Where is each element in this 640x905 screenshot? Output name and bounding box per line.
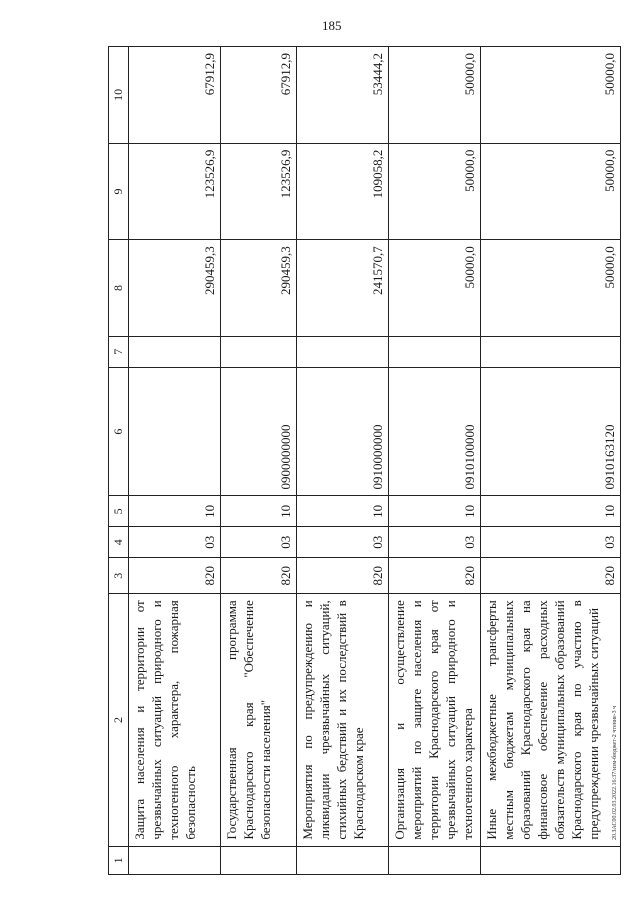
table-cell: 03 — [481, 527, 621, 558]
table-cell: Иные межбюджетные трансферты местным бюджетам муниципальных образований Краснодарского края на финансовое обеспечение расходных обязательств муниципальных образований Краснодарского края по участию в предупреждении чрезвычайных ситуаций — [481, 594, 621, 846]
table-row — [129, 47, 221, 875]
table-cell: 0910100000 — [389, 367, 481, 496]
table-cell: 53444,2 — [297, 47, 389, 144]
table-cell: 50000,0 — [389, 143, 481, 240]
table-cell: 0910000000 — [297, 367, 389, 496]
table-cell: 290459,3 — [129, 240, 221, 337]
table-cell — [129, 336, 221, 367]
table-cell: 123526,9 — [221, 143, 297, 240]
table-cell: 50000,0 — [481, 240, 621, 337]
table-cell: Государственная программа Краснодарского края "Обеспечение безопасности населения" — [221, 594, 297, 846]
table-cell: 50000,0 — [389, 240, 481, 337]
table-cell: 10 — [297, 496, 389, 527]
table-cell — [297, 846, 389, 874]
table-cell: 67912,9 — [129, 47, 221, 144]
table-cell: 10 — [389, 496, 481, 527]
table-cell — [297, 336, 389, 367]
table-cell: 820 — [221, 558, 297, 594]
table-cell — [481, 336, 621, 367]
column-header: 4 — [109, 527, 129, 558]
column-header: 3 — [109, 558, 129, 594]
table-cell — [129, 367, 221, 496]
table-cell: 123526,9 — [129, 143, 221, 240]
table-cell: 0910163120 — [481, 367, 621, 496]
table-cell: 241570,7 — [297, 240, 389, 337]
table-row — [481, 47, 621, 875]
column-header: 1 — [109, 846, 129, 874]
budget-table — [108, 46, 621, 875]
table-cell: 50000,0 — [389, 47, 481, 144]
table-row — [297, 47, 389, 875]
table-cell: 03 — [221, 527, 297, 558]
column-header: 9 — [109, 143, 129, 240]
column-header: 10 — [109, 47, 129, 144]
table-cell — [389, 336, 481, 367]
table-cell: 109058,2 — [297, 143, 389, 240]
table-cell: 03 — [129, 527, 221, 558]
column-header: 7 — [109, 336, 129, 367]
table-cell — [389, 846, 481, 874]
page-number: 185 — [322, 18, 342, 33]
table-cell: 10 — [481, 496, 621, 527]
table-cell: Защита населения и территории от чрезвычайных ситуаций природного и техногенного характера, пожарная безопасность — [129, 594, 221, 846]
table-cell: Мероприятия по предупреждению и ликвидации чрезвычайных ситуаций, стихийных бедствий и их последствий в Краснодарском крае — [297, 594, 389, 846]
table-cell: 820 — [481, 558, 621, 594]
table-cell: 10 — [221, 496, 297, 527]
column-header: 5 — [109, 496, 129, 527]
table-cell: 50000,0 — [481, 47, 621, 144]
table-cell: 67912,9 — [221, 47, 297, 144]
footer-code: 20.ЗАС00.02.03.2022.16:37/изм-бюджет-2 чтение-3 ч — [612, 705, 618, 840]
table-cell — [221, 336, 297, 367]
table-cell: 03 — [389, 527, 481, 558]
budget-table-container — [108, 46, 618, 875]
table-cell: 820 — [297, 558, 389, 594]
table-cell: 03 — [297, 527, 389, 558]
table-cell: 50000,0 — [481, 143, 621, 240]
column-header: 6 — [109, 367, 129, 496]
table-cell — [221, 846, 297, 874]
table-cell: 290459,3 — [221, 240, 297, 337]
table-cell — [129, 846, 221, 874]
table-cell — [481, 846, 621, 874]
table-cell: Организация и осуществление мероприятий по защите населения и территории Краснодарского края от чрезвычайных ситуаций природного и техногенного характера — [389, 594, 481, 846]
table-cell: 820 — [389, 558, 481, 594]
table-row — [389, 47, 481, 875]
table-row — [221, 47, 297, 875]
header-row — [109, 47, 129, 875]
table-cell: 0900000000 — [221, 367, 297, 496]
table-cell: 820 — [129, 558, 221, 594]
column-header: 8 — [109, 240, 129, 337]
table-cell: 10 — [129, 496, 221, 527]
column-header: 2 — [109, 594, 129, 846]
